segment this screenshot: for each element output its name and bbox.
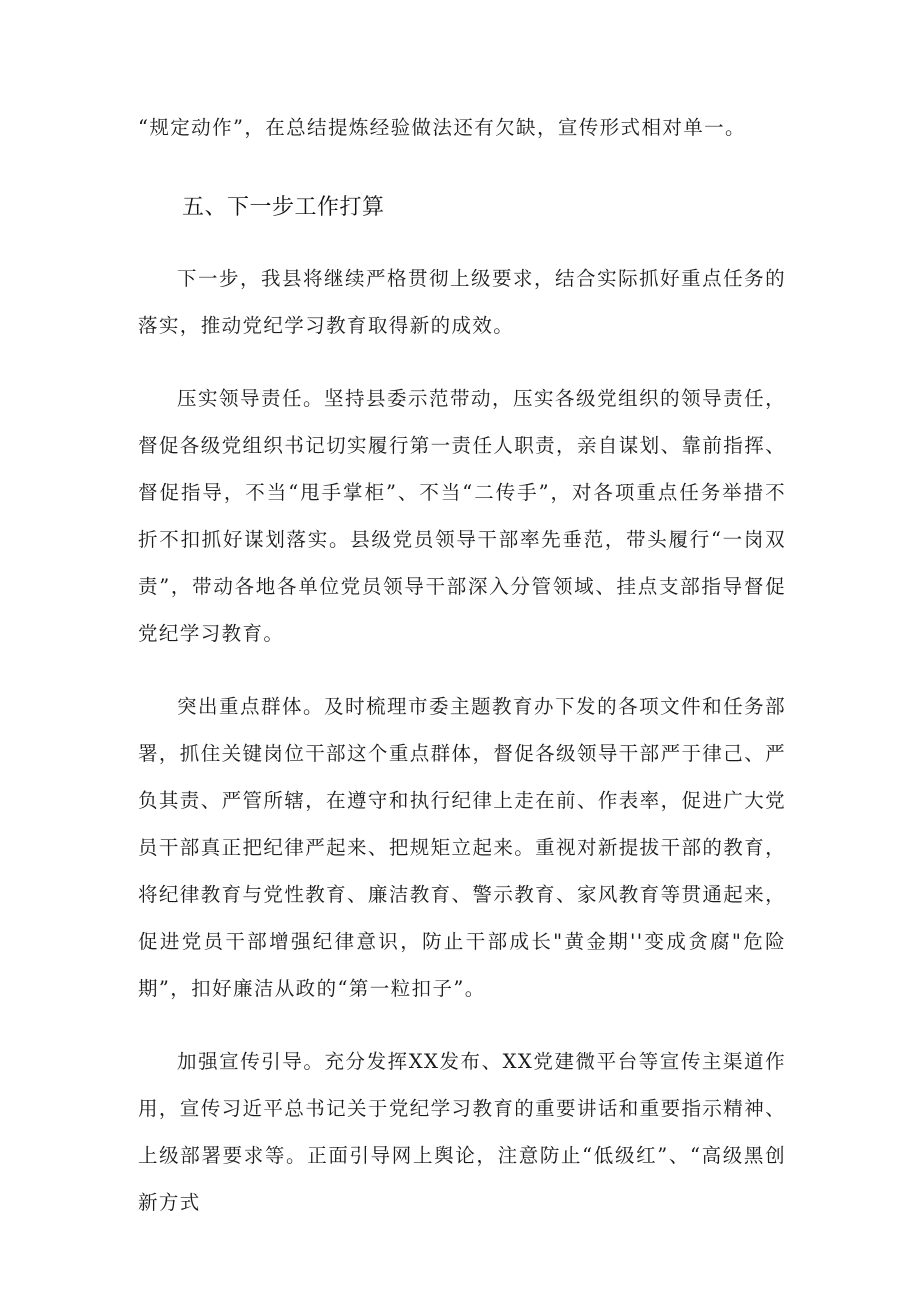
paragraph-key-groups: 突出重点群体。及时梳理市委主题教育办下发的各项文件和任务部署，抓住关键岗位干部这个重点群体，督促各级领导干部严于律己、严负其责、严管所辖，在遵守和执行纪律上走在前、作表率，促进广大党员干部真正把纪律严起来、把规矩立起来。重视对新提拔干部的教育，将纪律教育与党性教育、廉洁教育、警示教育、家风教育等贯通起来，促进党员干部增强纪律意识，防止干部成长"黄金期''变成贪腐"危险期”，扣好廉洁从政的“第一粒扣子”。	[138, 695, 786, 1000]
paragraph-publicity-guidance: 加强宣传引导。充分发挥XX发布、XX党建微平台等宣传主渠道作用，宣传习近平总书记关于党纪学习教育的重要讲话和重要指示精神、上级部署要求等。正面引导网上舆论，注意防止“低级红”、“高级黑创新方式	[138, 1050, 786, 1214]
document-body	[138, 104, 786, 1226]
section-heading: 五、下一步工作打算	[182, 195, 385, 220]
paragraph-continuation: “规定动作”，在总结提炼经验做法还有欠缺，宣传形式相对单一。	[138, 116, 746, 139]
paragraph-intro: 下一步，我县将继续严格贯彻上级要求，结合实际抓好重点任务的落实，推动党纪学习教育取得新的成效。	[138, 267, 786, 337]
paragraph-leadership-responsibility: 压实领导责任。坚持县委示范带动，压实各级党组织的领导责任，督促各级党组织书记切实履行第一责任人职责，亲自谋划、靠前指挥、督促指导，不当“甩手掌柜”、不当“二传手”，对各项重点任务举措不折不扣抓好谋划落实。县级党员领导干部率先垂范，带头履行“一岗双责”，带动各地各单位党员领导干部深入分管领域、挂点支部指导督促党纪学习教育。	[138, 387, 786, 645]
